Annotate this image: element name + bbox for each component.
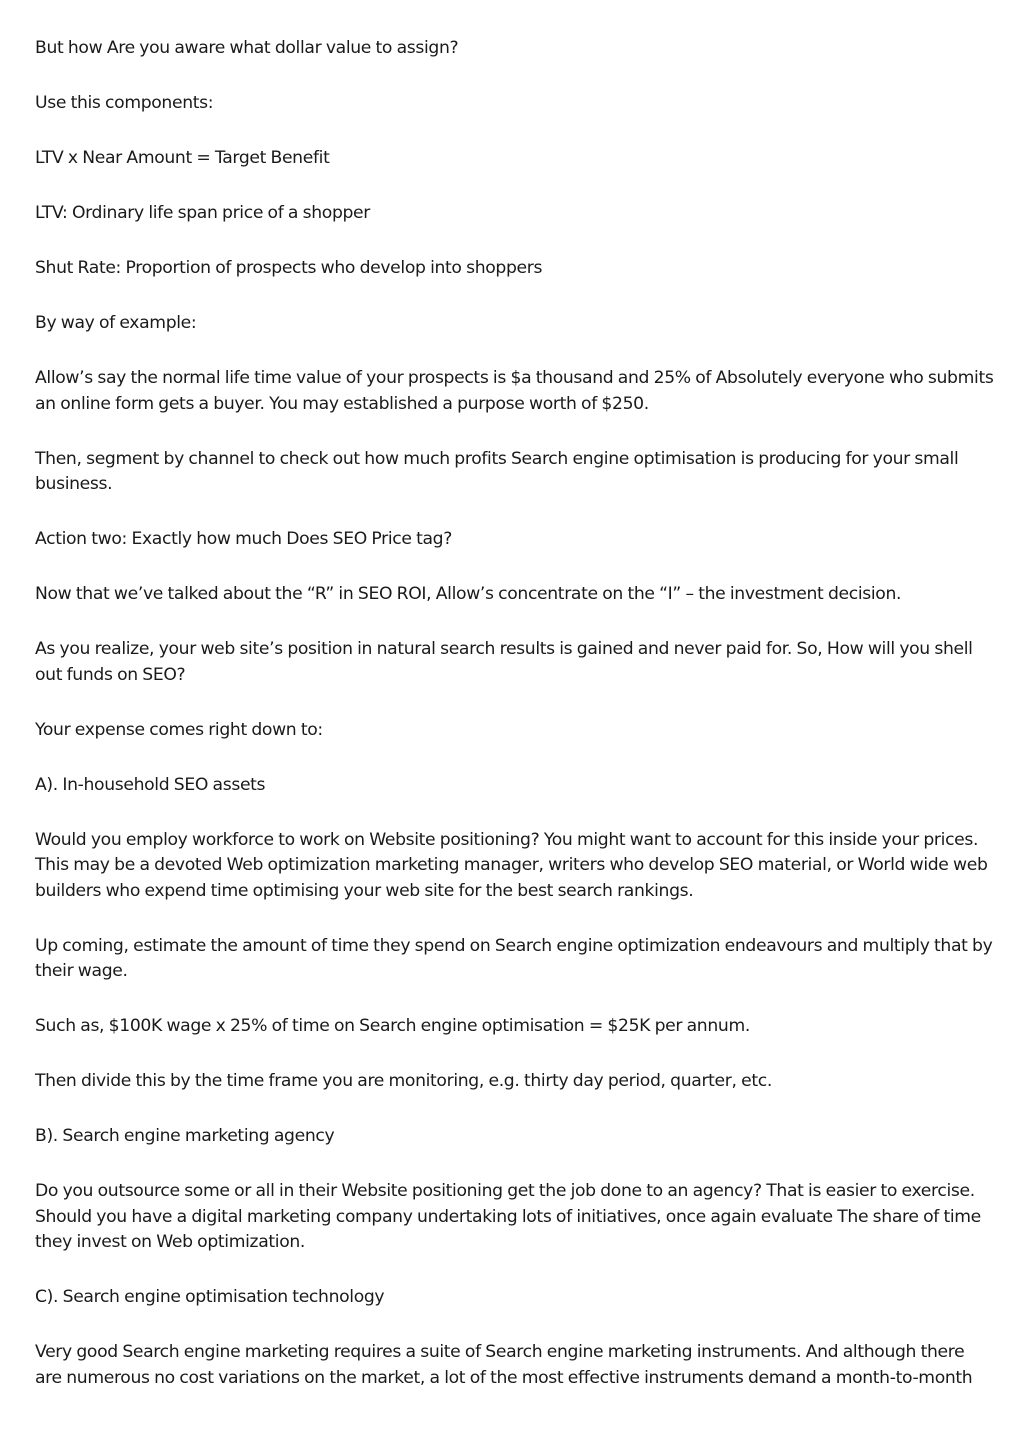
paragraph: Such as, $100K wage x 25% of time on Search engine optimisation = $25K per annum.: [35, 1016, 750, 1036]
paragraph: LTV x Near Amount = Target Benefit: [35, 148, 330, 168]
paragraph: Shut Rate: Proportion of prospects who develop into shoppers: [35, 258, 543, 278]
subsection-heading: B). Search engine marketing agency: [35, 1126, 335, 1146]
paragraph: Allow’s say the normal life time value of your prospects is $a thousand and 25% of Absolutely everyone who submits an online form gets a buyer. You may established a purpose worth of $250.: [35, 368, 994, 414]
paragraph: As you realize, your web site’s position in natural search results is gained and never paid for. So, How will you shell out funds on SEO?: [35, 639, 973, 685]
paragraph: Now that we’ve talked about the “R” in SEO ROI, Allow’s concentrate on the “I” – the investment decision.: [35, 584, 902, 604]
paragraph: Do you outsource some or all in their Website positioning get the job done to an agency? That is easier to exercise. Should you have a digital marketing company undertaking lots of initiatives, once again evaluate The share of time they invest on Web optimization.: [35, 1181, 981, 1252]
paragraph: Your expense comes right down to:: [35, 719, 323, 740]
paragraph: LTV: Ordinary life span price of a shopper: [35, 203, 371, 223]
section-heading: Action two: Exactly how much Does SEO Price tag?: [35, 529, 452, 549]
subsection-heading: C). Search engine optimisation technology: [35, 1287, 385, 1307]
paragraph: Then, segment by channel to check out how much profits Search engine optimisation is producing for your small business.: [35, 448, 959, 494]
document-body: [35, 36, 995, 1421]
paragraph: Very good Search engine marketing requires a suite of Search engine marketing instruments. And although there are numerous no cost variations on the market, a lot of the most effective instruments demand a month-to-month: [35, 1342, 973, 1388]
paragraph: By way of example:: [35, 313, 197, 333]
paragraph: Then divide this by the time frame you are monitoring, e.g. thirty day period, quarter, etc.: [35, 1071, 772, 1091]
paragraph: Use this components:: [35, 93, 214, 113]
subsection-heading: A). In-household SEO assets: [35, 774, 266, 795]
paragraph: But how Are you aware what dollar value to assign?: [35, 38, 459, 58]
paragraph: Would you employ workforce to work on Website positioning? You might want to account for this inside your prices. This may be a devoted Web optimization marketing manager, writers who develop SEO material, or World wide web builders who expend time optimising your web site for the best search rankings.: [35, 829, 988, 901]
paragraph: Up coming, estimate the amount of time they spend on Search engine optimization endeavours and multiply that by their wage.: [35, 935, 993, 981]
